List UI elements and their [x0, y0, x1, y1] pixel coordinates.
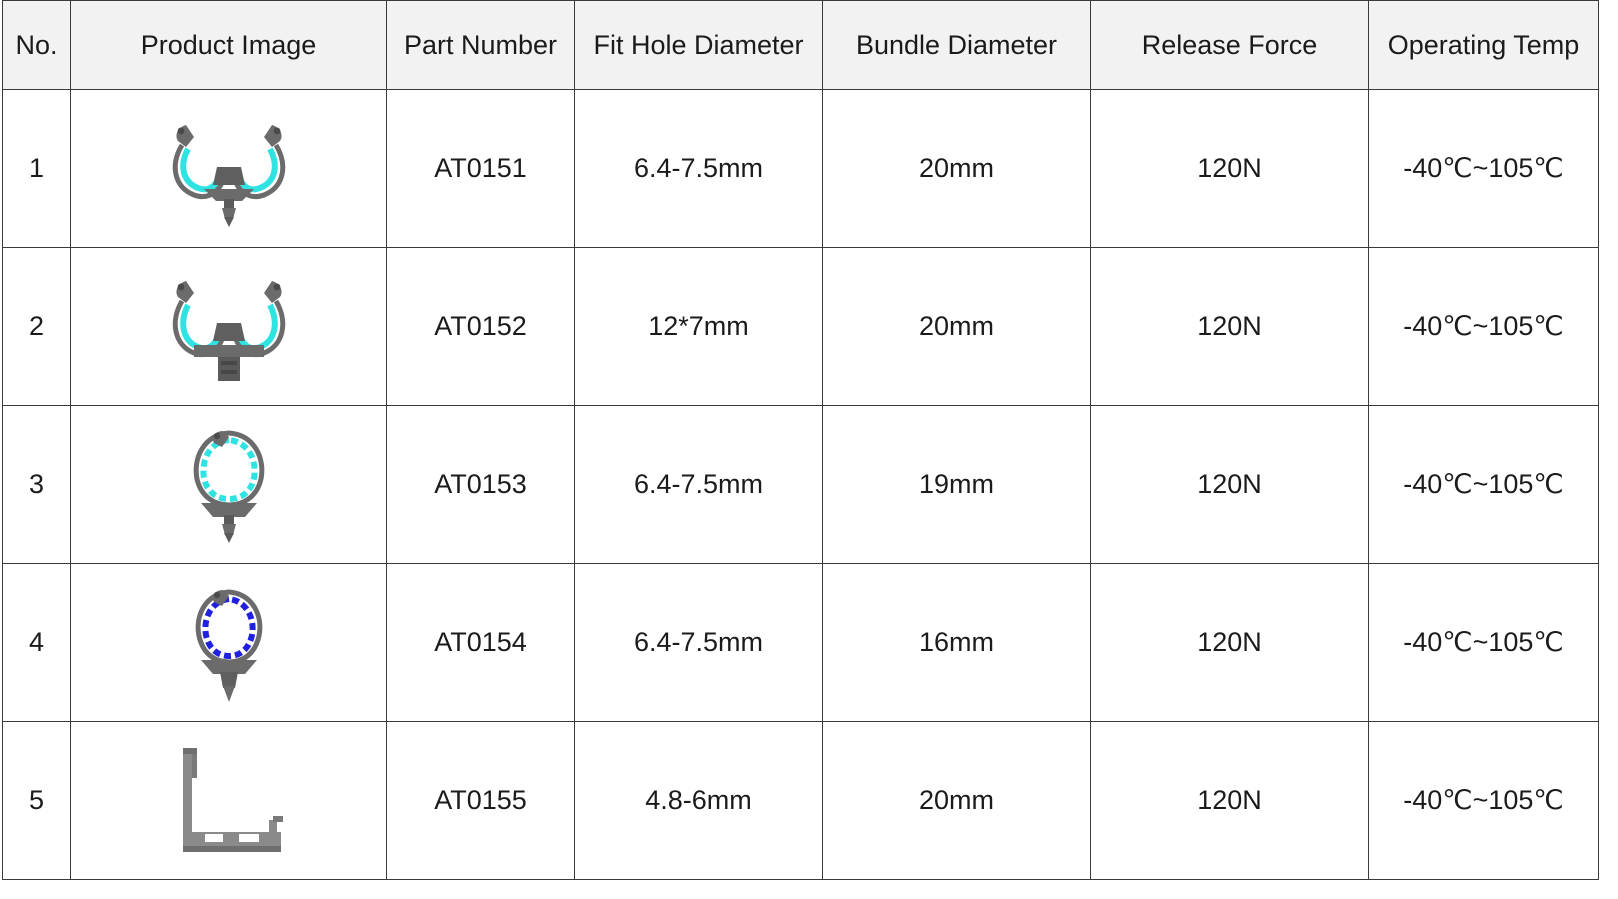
cell-fit-hole-diameter: 6.4-7.5mm [575, 406, 823, 564]
cell-fit-hole-diameter: 6.4-7.5mm [575, 90, 823, 248]
cell-release-force: 120N [1091, 248, 1369, 406]
flat-rail-bracket-profile-icon [169, 742, 289, 860]
single-saddle-clip-blue-liner-icon [179, 582, 279, 704]
table-row [3, 406, 1599, 564]
cell-part-number: AT0152 [387, 248, 575, 406]
cell-fit-hole-diameter: 4.8-6mm [575, 722, 823, 880]
cell-product-image [71, 722, 387, 880]
table-row [3, 90, 1599, 248]
cell-release-force: 120N [1091, 564, 1369, 722]
cell-part-number: AT0151 [387, 90, 575, 248]
cell-bundle-diameter: 20mm [823, 90, 1091, 248]
double-saddle-clip-round-stud-icon [164, 109, 294, 229]
cell-bundle-diameter: 16mm [823, 564, 1091, 722]
column-header-release-force: Release Force [1091, 1, 1369, 90]
table-row [3, 248, 1599, 406]
cell-no: 5 [3, 722, 71, 880]
cell-product-image [71, 564, 387, 722]
double-saddle-clip-square-stud-icon [164, 267, 294, 387]
single-saddle-clip-round-stud-icon [179, 425, 279, 545]
cell-part-number: AT0155 [387, 722, 575, 880]
table-header-row [3, 1, 1599, 90]
cell-product-image [71, 248, 387, 406]
cell-part-number: AT0154 [387, 564, 575, 722]
column-header-no: No. [3, 1, 71, 90]
cell-no: 4 [3, 564, 71, 722]
cell-no: 1 [3, 90, 71, 248]
cell-product-image [71, 406, 387, 564]
product-spec-table [2, 0, 1599, 880]
cell-operating-temp: -40℃~105℃ [1369, 722, 1599, 880]
cell-release-force: 120N [1091, 90, 1369, 248]
cell-part-number: AT0153 [387, 406, 575, 564]
column-header-operating-temp: Operating Temp [1369, 1, 1599, 90]
column-header-part-number: Part Number [387, 1, 575, 90]
cell-no: 2 [3, 248, 71, 406]
cell-operating-temp: -40℃~105℃ [1369, 564, 1599, 722]
cell-bundle-diameter: 20mm [823, 722, 1091, 880]
cell-fit-hole-diameter: 12*7mm [575, 248, 823, 406]
cell-fit-hole-diameter: 6.4-7.5mm [575, 564, 823, 722]
cell-no: 3 [3, 406, 71, 564]
cell-operating-temp: -40℃~105℃ [1369, 248, 1599, 406]
cell-release-force: 120N [1091, 722, 1369, 880]
table-row [3, 564, 1599, 722]
cell-operating-temp: -40℃~105℃ [1369, 90, 1599, 248]
cell-release-force: 120N [1091, 406, 1369, 564]
table-row [3, 722, 1599, 880]
cell-operating-temp: -40℃~105℃ [1369, 406, 1599, 564]
cell-bundle-diameter: 20mm [823, 248, 1091, 406]
column-header-product-image: Product Image [71, 1, 387, 90]
column-header-fit-hole-diameter: Fit Hole Diameter [575, 1, 823, 90]
cell-product-image [71, 90, 387, 248]
cell-bundle-diameter: 19mm [823, 406, 1091, 564]
column-header-bundle-diameter: Bundle Diameter [823, 1, 1091, 90]
